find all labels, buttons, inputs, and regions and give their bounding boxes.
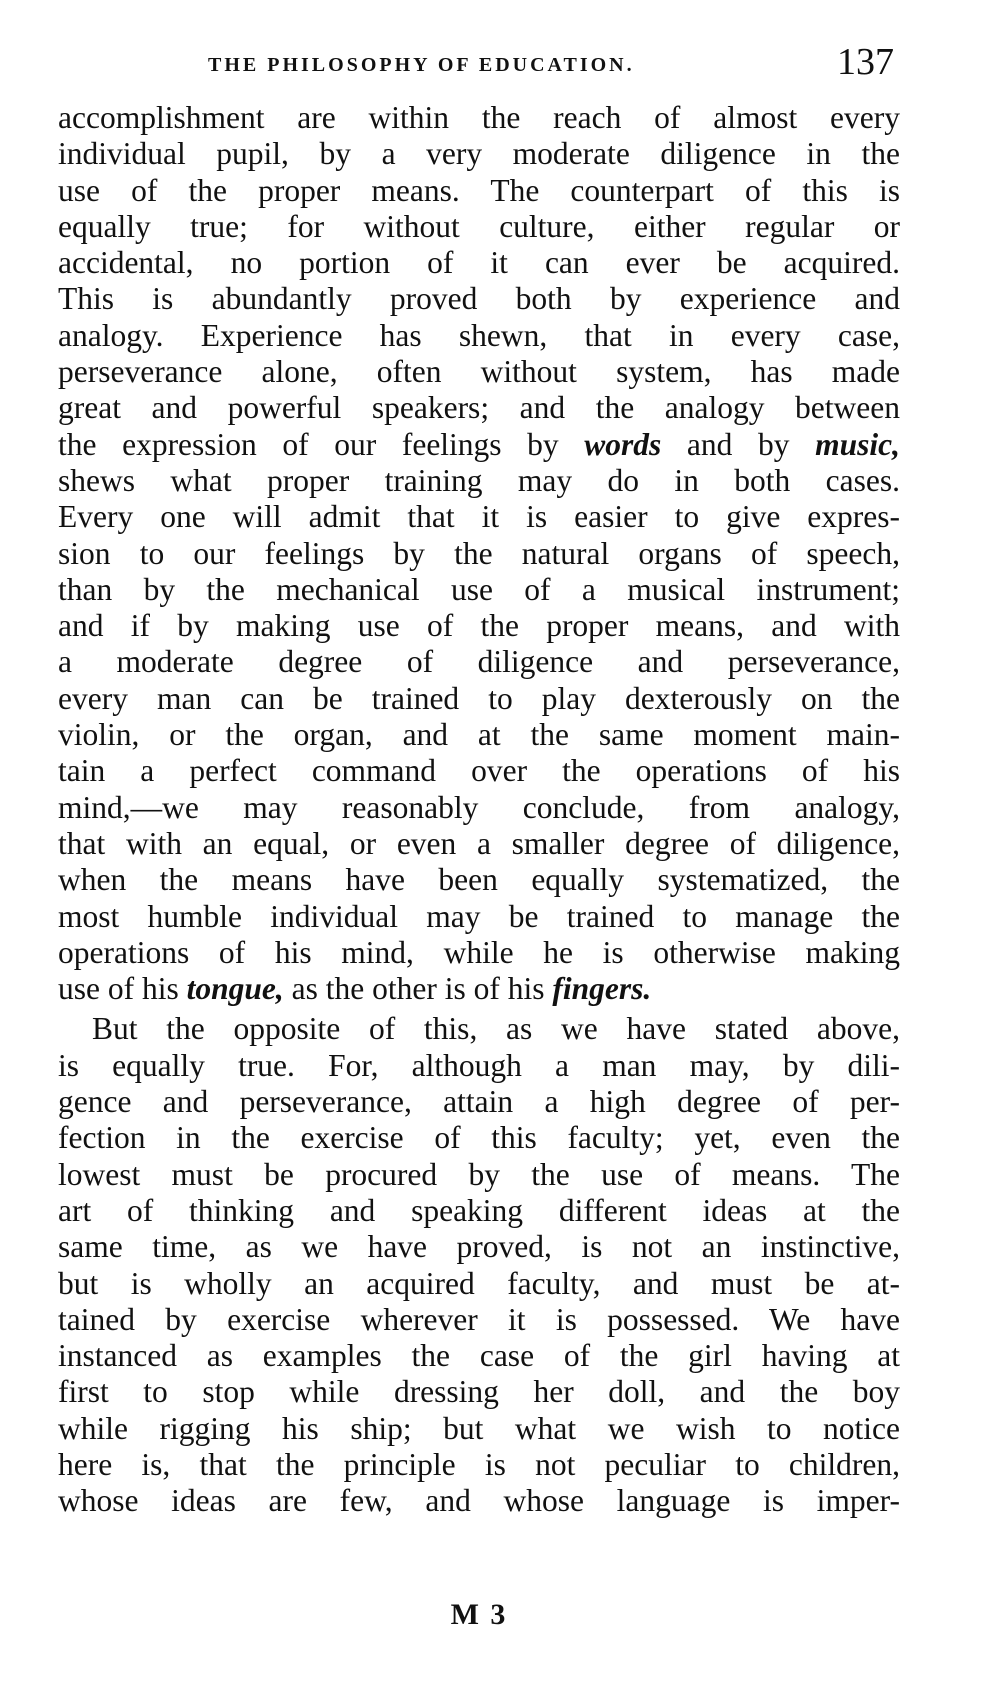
text-line: shews what proper training may do in both cases.: [58, 462, 900, 498]
text-line: lowest must be procured by the use of means. The: [58, 1156, 900, 1192]
text-line: sion to our feelings by the natural organs of speech,: [58, 535, 900, 571]
text-line: [58, 971, 900, 1007]
text-line: violin, or the organ, and at the same moment main-: [58, 717, 900, 753]
text-line: a moderate degree of diligence and perseverance,: [58, 644, 900, 680]
page-number: 137: [837, 41, 894, 83]
text-line: fection in the exercise of this faculty; yet, even the: [58, 1120, 900, 1156]
text-line: and if by making use of the proper means, and with: [58, 608, 900, 644]
text-line: But the opposite of this, as we have stated above,: [92, 1011, 900, 1047]
text-line: [58, 427, 900, 463]
italic-word: words: [584, 426, 662, 462]
text-line: most humble individual may be trained to manage the: [58, 898, 900, 934]
text-line: same time, as we have proved, is not an instinctive,: [58, 1229, 900, 1265]
text-segment: use of his: [58, 971, 187, 1007]
text-line: whose ideas are few, and whose language is imper-: [58, 1483, 900, 1519]
text-line: operations of his mind, while he is otherwise making: [58, 934, 900, 970]
text-line: equally true; for without culture, either regular or: [58, 208, 900, 244]
text-line: gence and perseverance, attain a high degree of per-: [58, 1084, 900, 1120]
text-line: here is, that the principle is not peculiar to children,: [58, 1446, 900, 1482]
running-title: THE PHILOSOPHY OF EDUCATION.: [208, 54, 635, 76]
text-line: tained by exercise wherever it is possessed. We have: [58, 1301, 900, 1337]
italic-word: fingers.: [552, 971, 652, 1007]
text-line: This is abundantly proved both by experience and: [58, 281, 900, 317]
text-line: perseverance alone, often without system, has made: [58, 354, 900, 390]
text-line: art of thinking and speaking different ideas at the: [58, 1192, 900, 1228]
text-line: every man can be trained to play dexterously on the: [58, 680, 900, 716]
text-line: use of the proper means. The counterpart of this is: [58, 172, 900, 208]
text-line: than by the mechanical use of a musical instrument;: [58, 571, 900, 607]
italic-word: music,: [815, 426, 900, 462]
text-line: mind,—we may reasonably conclude, from analogy,: [58, 789, 900, 825]
text-segment: as the other is of his: [283, 971, 553, 1007]
page-header: [58, 40, 900, 100]
text-line: but is wholly an acquired faculty, and must be at-: [58, 1265, 900, 1301]
text-line: that with an equal, or even a smaller degree of diligence,: [58, 825, 900, 861]
paragraph-1: [58, 100, 900, 1007]
paragraph-2: [58, 1011, 900, 1519]
text-segment: the expression of our feelings by: [58, 426, 585, 462]
text-line: great and powerful speakers; and the analogy between: [58, 390, 900, 426]
text-line: individual pupil, by a very moderate diligence in the: [58, 136, 900, 172]
text-line: first to stop while dressing her doll, and the boy: [58, 1374, 900, 1410]
text-line: tain a perfect command over the operations of his: [58, 753, 900, 789]
text-line: while rigging his ship; but what we wish to notice: [58, 1410, 900, 1446]
text-line: instanced as examples the case of the girl having at: [58, 1338, 900, 1374]
book-page: [58, 40, 900, 1631]
signature-mark: M 3: [450, 1598, 508, 1631]
text-line: accomplishment are within the reach of almost every: [58, 100, 900, 135]
body-text: [58, 100, 900, 1520]
text-line: is equally true. For, although a man may, by dili-: [58, 1047, 900, 1083]
italic-word: tongue,: [186, 971, 284, 1007]
text-line: analogy. Experience has shewn, that in every case,: [58, 317, 900, 353]
text-line: when the means have been equally systematized, the: [58, 862, 900, 898]
text-line: accidental, no portion of it can ever be acquired.: [58, 245, 900, 281]
text-segment: and by: [661, 426, 816, 462]
text-line: Every one will admit that it is easier to give expres-: [58, 499, 900, 535]
